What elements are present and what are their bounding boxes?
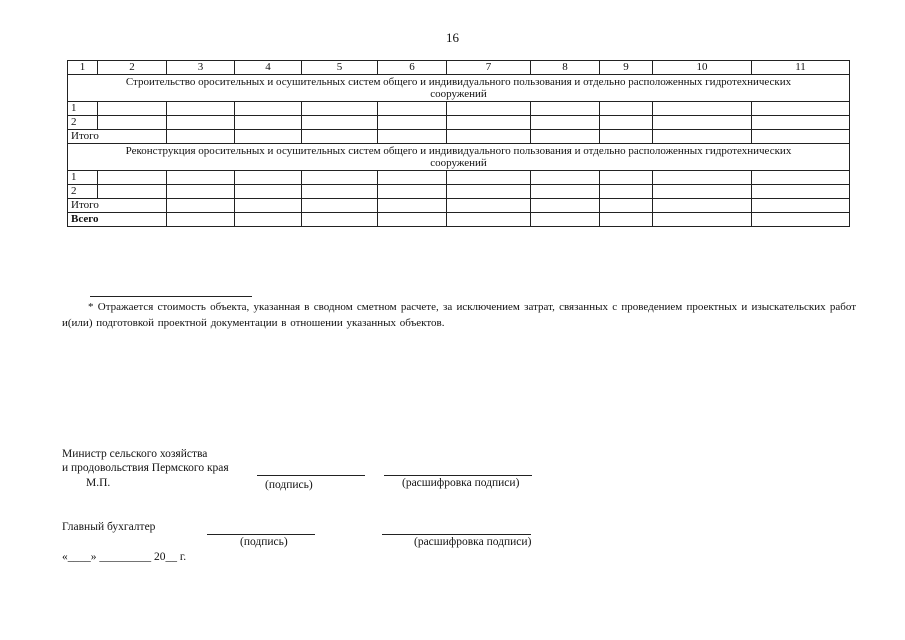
accountant-decode-caption: (расшифровка подписи) <box>414 536 532 548</box>
col-header: 4 <box>235 61 302 75</box>
minister-decode-line <box>384 475 532 476</box>
total-label: Всего <box>68 213 167 227</box>
table-row <box>68 116 850 130</box>
minister-title-line2: и продовольствия Пермского края <box>62 462 229 474</box>
table-row <box>68 185 850 199</box>
col-header: 5 <box>302 61 378 75</box>
total-row <box>68 213 850 227</box>
subtotal-row <box>68 199 850 213</box>
minister-decode-caption: (расшифровка подписи) <box>402 477 520 489</box>
col-header: 9 <box>600 61 653 75</box>
col-header: 7 <box>447 61 531 75</box>
col-header: 2 <box>98 61 167 75</box>
section-row <box>68 144 850 171</box>
stamp-label: М.П. <box>86 477 111 489</box>
accountant-signature-caption: (подпись) <box>240 536 288 548</box>
row-number: 2 <box>68 185 98 199</box>
minister-signature-caption: (подпись) <box>265 479 313 491</box>
accountant-decode-line <box>382 534 531 535</box>
accountant-signature-line <box>207 534 315 535</box>
footnote-text: * Отражается стоимость объекта, указанная в сводном сметном расчете, за исключением затрат, связанных с проведением проектных и изыскательских работ и(или) подготовкой проектной документации в отношении указанных объектов. <box>62 301 856 329</box>
col-header: 3 <box>167 61 235 75</box>
minister-title-line1: Министр сельского хозяйства <box>62 448 208 460</box>
col-header: 11 <box>752 61 850 75</box>
page-number: 16 <box>446 30 459 45</box>
col-header: 1 <box>68 61 98 75</box>
table-row <box>68 102 850 116</box>
col-header: 6 <box>378 61 447 75</box>
column-number-row <box>68 61 850 75</box>
date-line: «____» _________ 20__ г. <box>62 551 187 563</box>
subtotal-label: Итого <box>68 199 167 213</box>
row-number: 1 <box>68 171 98 185</box>
subtotal-label: Итого <box>68 130 167 144</box>
section-title-reconstruction: Реконструкция оросительных и осушительных систем общего и индивидуального пользования и отдельно расположенных гидротехнических сооружений <box>68 144 850 171</box>
footnote-divider <box>90 296 252 297</box>
col-header: 8 <box>531 61 600 75</box>
cost-table <box>67 60 850 227</box>
section-row <box>68 75 850 102</box>
section-title-construction: Строительство оросительных и осушительных систем общего и индивидуального пользования и отдельно расположенных гидротехнических сооружений <box>68 75 850 102</box>
row-number: 2 <box>68 116 98 130</box>
subtotal-row <box>68 130 850 144</box>
col-header: 10 <box>653 61 752 75</box>
table-row <box>68 171 850 185</box>
minister-signature-line <box>257 475 365 476</box>
accountant-title: Главный бухгалтер <box>62 521 156 533</box>
row-number: 1 <box>68 102 98 116</box>
